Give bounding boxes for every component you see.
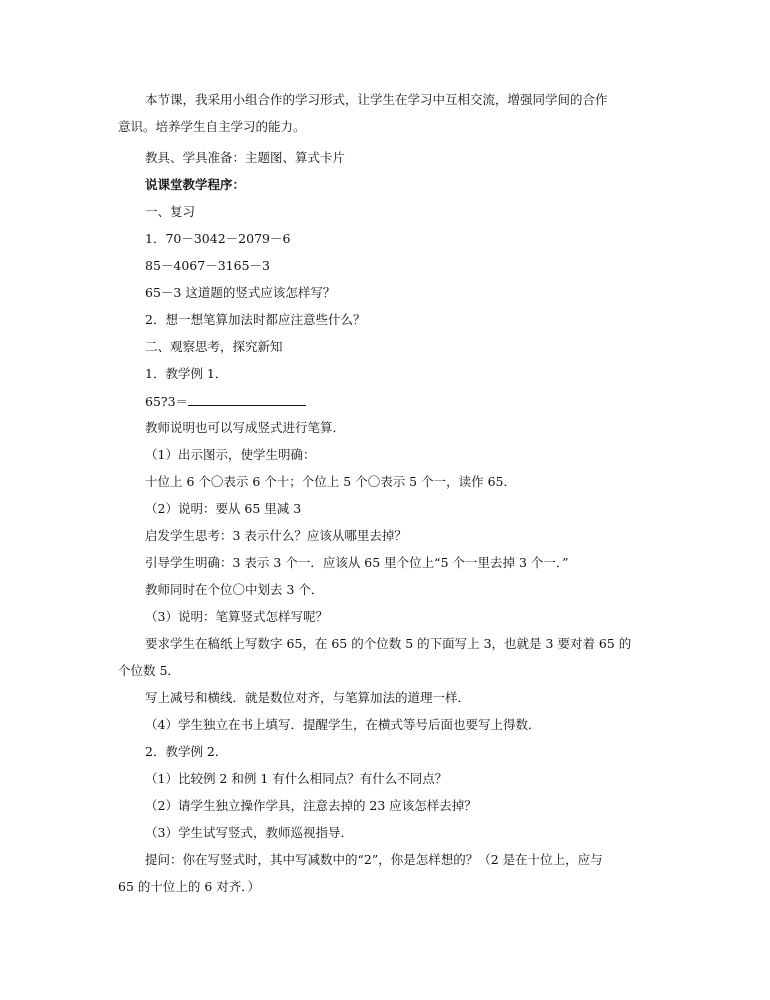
step-2: （2）说明：要从 65 里减 3 (145, 501, 302, 516)
prompt-think: 启发学生思考：3 表示什么？应该从哪里去掉？ (145, 528, 407, 543)
paragraph-intro-cont: 意识。培养学生自主学习的能力。 (118, 119, 306, 134)
step-4: （4）学生独立在书上填写．提醒学生，在横式等号后面也要写上得数． (145, 717, 541, 732)
review-question: 65－3 这道题的竖式应该怎样写？ (145, 285, 336, 300)
step-1-detail: 十位上 6 个〇表示 6 个十；个位上 5 个〇表示 5 个一，读作 65． (145, 474, 516, 489)
answer-blank (188, 393, 306, 406)
step-1: （1）出示图示，使学生明确： (145, 447, 316, 462)
review-item-2: 2．想一想笔算加法时都应注意些什么？ (145, 312, 366, 327)
teacher-crosses-out: 教师同时在个位〇中划去 3 个． (145, 582, 324, 597)
teacher-explains: 教师说明也可以写成竖式进行笔算． (145, 420, 346, 435)
question-line: 提问：你在写竖式时，其中写减数中的“2”，你是怎样想的？（2 是在十位上，应与 (145, 852, 603, 867)
example-2-step-2: （2）请学生独立操作学具，注意去掉的 23 应该怎样去掉？ (145, 798, 477, 813)
example-2-step-1: （1）比较例 2 和例 1 有什么相同点？有什么不同点？ (145, 771, 448, 786)
example-2-step-3: （3）学生试写竖式，教师巡视指导． (145, 825, 353, 840)
equation-text: 65?3＝ (145, 394, 189, 409)
section-heading-procedure: 说课堂教学程序： (145, 177, 246, 192)
review-item-1b: 85－4067－3165－3 (145, 258, 270, 273)
step-3-detail-cont: 个位数 5． (118, 663, 180, 678)
example-2-heading: 2．教学例 2． (145, 744, 228, 759)
step-3-alignment: 写上减号和横线．就是数位对齐，与笔算加法的道理一样． (145, 690, 471, 705)
question-line-cont: 65 的十位上的 6 对齐．） (118, 879, 261, 894)
heading-explore: 二、观察思考，探究新知 (145, 339, 283, 354)
step-3-detail: 要求学生在稿纸上写数字 65，在 65 的个位数 5 的下面写上 3，也就是 3 要对着 65 的 (145, 636, 632, 651)
review-item-1: 1．70－3042－2079－6 (145, 231, 291, 246)
example-1-equation (145, 393, 685, 410)
guide-clarify: 引导学生明确：3 表示 3 个一．应该从 65 里个位上“5 个一里去掉 3 个一．” (145, 555, 569, 570)
paragraph-intro: 本节课，我采用小组合作的学习形式，让学生在学习中互相交流，增强同学间的合作 (145, 92, 608, 107)
heading-review: 一、复习 (145, 204, 196, 219)
step-3: （3）说明：笔算竖式怎样写呢？ (145, 609, 328, 624)
example-1-heading: 1．教学例 1． (145, 366, 228, 381)
materials-line: 教具、学具准备：主题图、算式卡片 (145, 150, 346, 165)
